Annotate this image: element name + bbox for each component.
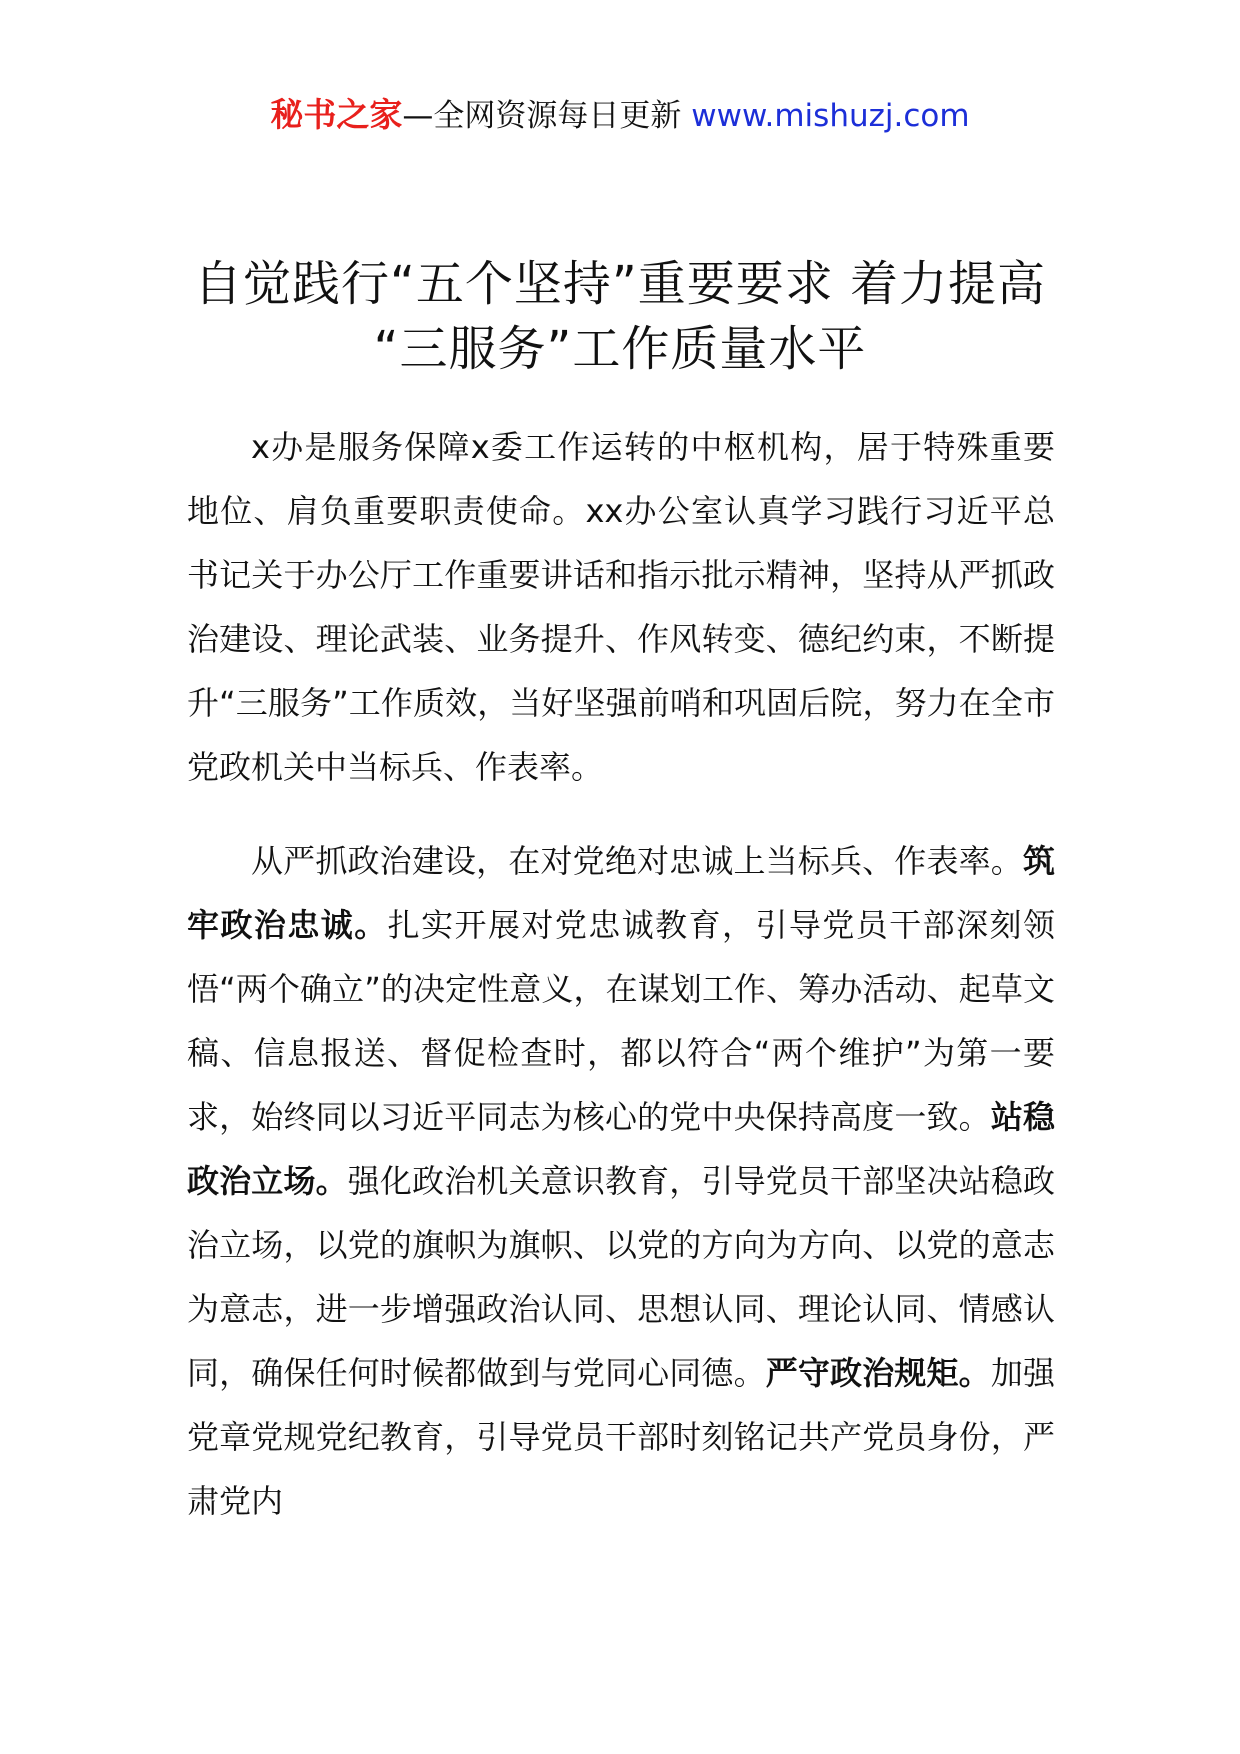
site-brand: 秘书之家 [270, 95, 403, 134]
paragraph-2-text-2: 强化政治机关意识教育，引导党员干部坚决站稳政治立场，以党的旗帜为旗帜、以党的方向为方向、以党的意志为意志，进一步增强政治认同、思想认同、理论认同、情感认同，确保任何时候都做到与党同心同德。 [187, 1162, 1055, 1392]
subheading-political-rules: 严守政治规矩。 [765, 1354, 991, 1392]
subheading-political-stance: 站稳政治立场。 [187, 1098, 1055, 1200]
document-body [187, 415, 1055, 1533]
subheading-political-loyalty: 筑牢政治忠诚。 [187, 842, 1055, 944]
site-header [0, 95, 1240, 136]
site-url-link[interactable]: www.mishuzj.com [691, 98, 970, 134]
paragraph-2 [187, 829, 1055, 1533]
paragraph-2-text-3: 加强党章党规党纪教育，引导党员干部时刻铭记共产党员身份，严肃党内 [187, 1354, 1055, 1520]
header-tagline: 全网资源每日更新 [433, 98, 692, 134]
paragraph-2-text-1: 扎实开展对党忠诚教育，引导党员干部深刻领悟“两个确立”的决定性意义，在谋划工作、筹办活动、起草文稿、信息报送、督促检查时，都以符合“两个维护”为第一要求，始终同以习近平同志为核心的党中央保持高度一致。 [187, 906, 1055, 1136]
header-separator: — [402, 98, 434, 134]
document-title [150, 252, 1090, 382]
title-line-2: “三服务”工作质量水平 [373, 321, 867, 377]
paragraph-2-intro: 从严抓政治建设，在对党绝对忠诚上当标兵、作表率。 [251, 842, 1023, 880]
paragraph-1: x办是服务保障x委工作运转的中枢机构，居于特殊重要地位、肩负重要职责使命。xx办公室认真学习践行习近平总书记关于办公厅工作重要讲话和指示批示精神，坚持从严抓政治建设、理论武装、业务提升、作风转变、德纪约束，不断提升“三服务”工作质效，当好坚强前哨和巩固后院，努力在全市党政机关中当标兵、作表率。 [187, 428, 1055, 786]
title-line-1: 自觉践行“五个坚持”重要要求 着力提高 [194, 256, 1046, 312]
